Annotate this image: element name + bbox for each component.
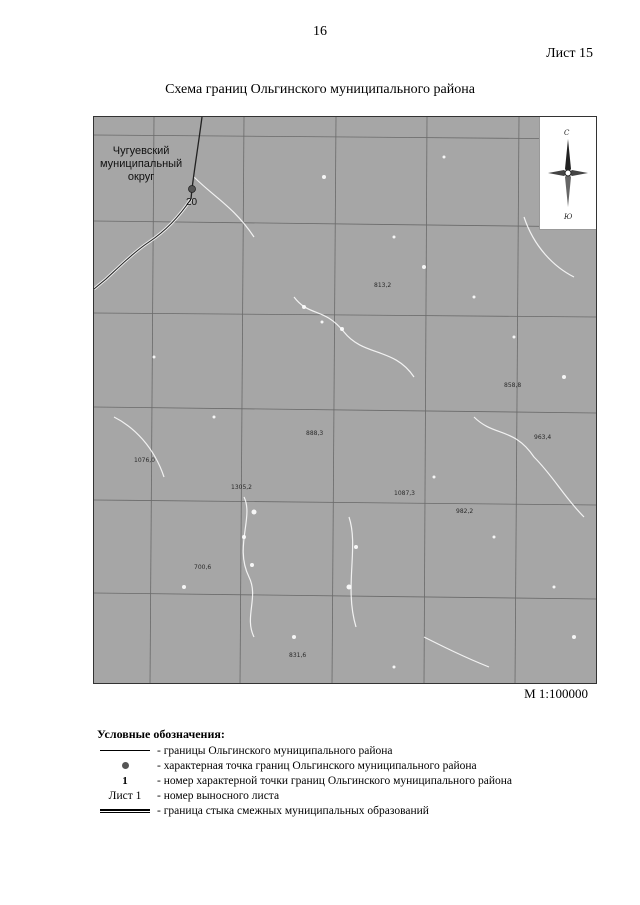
boundary-point-marker <box>189 186 196 193</box>
point-symbol <box>122 762 129 769</box>
spot-height: 982,2 <box>456 508 474 515</box>
adjacent-boundary-symbol <box>100 809 150 813</box>
legend-title: Условные обозначения: <box>97 727 225 741</box>
compass-north: С <box>564 129 570 137</box>
legend-item <box>97 773 577 788</box>
map-area <box>93 116 597 684</box>
spot-height: 888,3 <box>306 430 324 437</box>
topographic-map <box>94 117 597 684</box>
spot-height: 1076,0 <box>134 457 155 464</box>
spot-height: 1305,2 <box>231 484 252 491</box>
region-label-line: муниципальный <box>100 158 183 170</box>
legend-item-text: - номер характерной точки границ Ольгинского муниципального района <box>157 774 513 787</box>
region-label <box>100 145 182 184</box>
region-label-line: Чугуевский <box>112 145 170 157</box>
legend-item <box>97 803 577 818</box>
legend-item <box>97 743 577 758</box>
region-label-line: округ <box>127 171 155 183</box>
terrain-texture <box>114 177 584 667</box>
legend-item-text: - границы Ольгинского муниципального района <box>157 744 393 757</box>
map-scale: М 1:100000 <box>524 686 588 701</box>
legend-item <box>97 788 577 803</box>
adjacent-boundary-line <box>94 199 191 289</box>
sheet-label: Лист 15 <box>546 46 593 61</box>
spot-height: 1087,3 <box>394 490 415 497</box>
compass-icon <box>540 117 596 229</box>
legend <box>97 727 577 818</box>
point-number-symbol: 1 <box>122 774 128 787</box>
page-number: 16 <box>313 24 327 39</box>
spot-height: 813,2 <box>374 282 392 289</box>
legend-item-text: - граница стыка смежных муниципальных образований <box>157 804 429 817</box>
spot-heights <box>134 282 551 659</box>
map-title: Схема границ Ольгинского муниципального района <box>165 82 475 97</box>
legend-item-text: - характерная точка границ Ольгинского муниципального района <box>157 759 477 772</box>
legend-item-text: - номер выносного листа <box>157 789 280 802</box>
compass-rose <box>539 117 596 230</box>
sheet-symbol: Лист 1 <box>108 789 142 802</box>
map-grid <box>94 117 597 684</box>
legend-item <box>97 758 577 773</box>
spot-height: 831,6 <box>289 652 307 659</box>
boundary-point-number: 20 <box>186 197 198 208</box>
compass-south: Ю <box>564 213 573 221</box>
spot-height: 700,6 <box>194 564 212 571</box>
spot-height: 963,4 <box>534 434 552 441</box>
boundary-line-symbol <box>100 750 150 751</box>
spot-height: 858,8 <box>504 382 522 389</box>
